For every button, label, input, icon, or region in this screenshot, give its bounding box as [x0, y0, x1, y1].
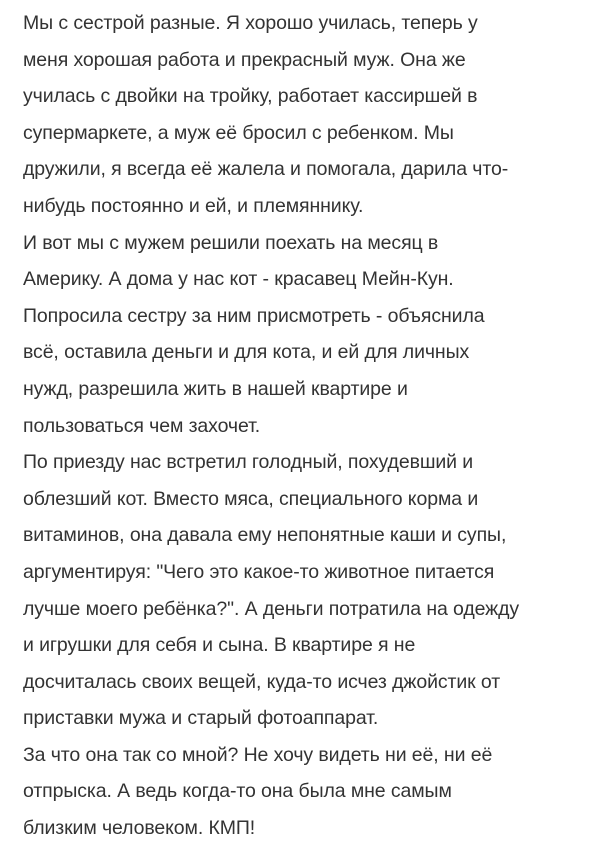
text-line: досчиталась своих вещей, куда-то исчез джойстик от: [23, 670, 501, 693]
paragraph: [23, 5, 600, 225]
text-line: пользоваться чем захочет.: [23, 414, 261, 437]
text-line: нибудь постоянно и ей, и племяннику.: [23, 194, 364, 217]
text-line: Америку. А дома у нас кот - красавец Мейн-Кун.: [23, 268, 454, 291]
paragraph: [23, 444, 600, 737]
text-line: училась с двойки на тройку, работает кассиршей в: [23, 85, 478, 108]
text-line: облезший кот. Вместо мяса, специального корма и: [23, 487, 479, 510]
text-line: приставки мужа и старый фотоаппарат.: [23, 707, 379, 730]
paragraph: [23, 225, 600, 445]
text-line: Мы с сестрой разные. Я хорошо училась, теперь у: [23, 12, 478, 34]
text-line: всё, оставила деньги и для кота, и ей для личных: [23, 341, 470, 364]
text-line: витаминов, она давала ему непонятные каши и супы,: [23, 524, 507, 547]
text-line: дружили, я всегда её жалела и помогала, дарила что-: [23, 158, 509, 181]
text-line: супермаркете, а муж её бросил с ребенком. Мы: [23, 121, 454, 144]
text-line: меня хорошая работа и прекрасный муж. Она же: [23, 48, 466, 71]
text-line: И вот мы с мужем решили поехать на месяц в: [23, 231, 439, 254]
text-line: близким человеком. КМП!: [23, 817, 256, 840]
text-line: По приезду нас встретил голодный, похудевший и: [23, 451, 474, 474]
text-line: отпрыска. А ведь когда-то она была мне самым: [23, 780, 452, 803]
paragraph: [23, 737, 600, 847]
text-line: За что она так со мной? Не хочу видеть ни её, ни её: [23, 743, 493, 766]
text-line: лучше моего ребёнка?". А деньги потратила на одежду: [23, 597, 520, 620]
text-line: и игрушки для себя и сына. В квартире я не: [23, 634, 416, 657]
text-line: аргументируя: "Чего это какое-то животное питается: [23, 560, 495, 583]
text-line: Попросила сестру за ним присмотреть - объяснила: [23, 304, 485, 327]
text-line: нужд, разрешила жить в нашей квартире и: [23, 377, 408, 400]
